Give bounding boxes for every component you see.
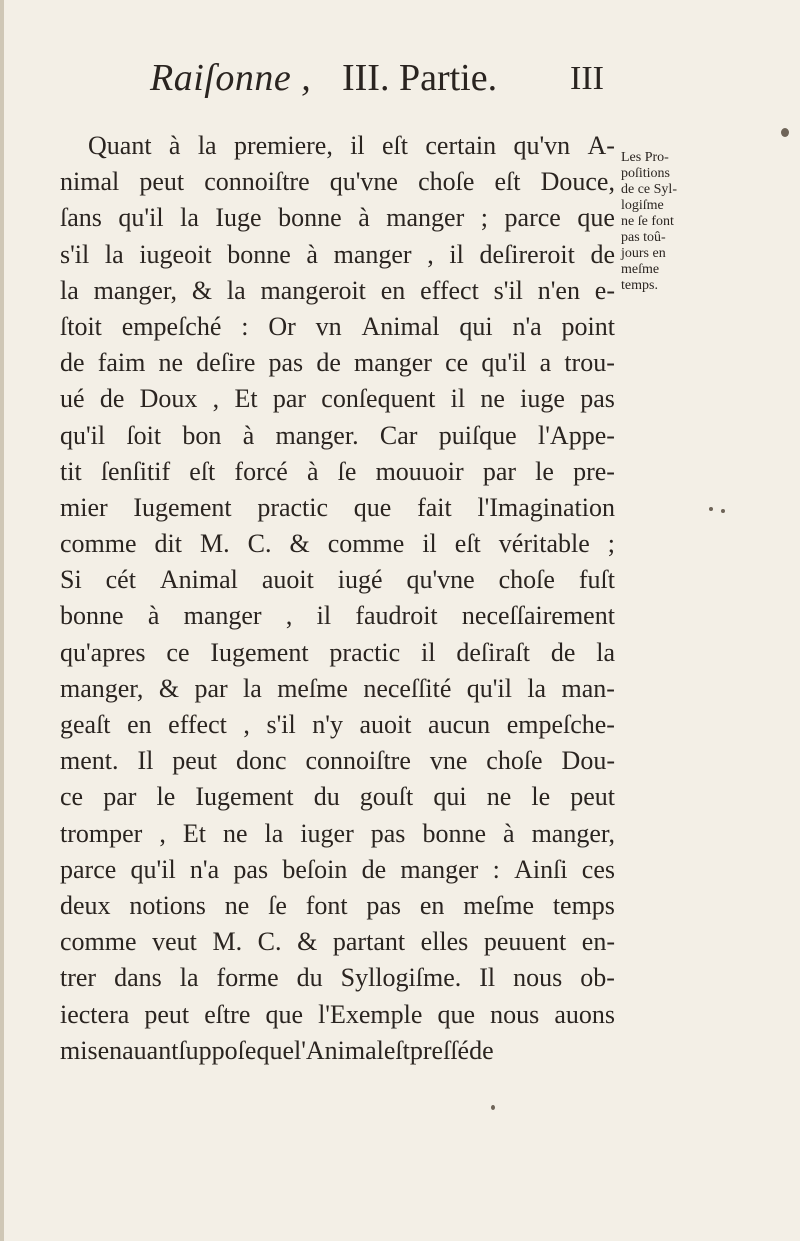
margin-note-line: pas toû- — [621, 230, 666, 245]
page-edge — [0, 0, 4, 1241]
text-line: geaſt en effect , s'il n'y auoit aucun empeſche- — [60, 710, 615, 739]
text-line: qu'il ſoit bon à manger. Car puiſque l'Appe- — [60, 420, 615, 450]
text-line: qu'apres ce Iugement practic il deſiraſt de la — [60, 637, 615, 667]
text-line: deux notions ne ſe font pas en meſme temps — [60, 890, 615, 920]
margin-note-line: de ce Syl- — [621, 182, 677, 197]
margin-note-line: ne ſe font — [621, 214, 674, 229]
ink-speck — [709, 507, 713, 511]
running-title: Raiſonne , — [150, 57, 312, 99]
text-line: tit ſenſitif eſt forcé à ſe mouuoir par le pre- — [60, 456, 615, 486]
ink-speck — [781, 128, 789, 137]
text-line: mier Iugement practic que fait l'Imagination — [60, 492, 615, 522]
text-line: s'il la iugeoit bonne à manger , il deſireroit de — [60, 239, 615, 269]
margin-note-line: meſme — [621, 262, 660, 277]
text-line: parce qu'il n'a pas beſoin de manger : Ainſi ces — [60, 854, 615, 884]
text-line: comme veut M. C. & partant elles peuuent en- — [60, 927, 615, 957]
ink-speck — [491, 1105, 495, 1110]
text-line: la manger, & la mangeroit en effect s'il n'en e- — [60, 275, 615, 305]
body-text — [60, 128, 615, 1069]
running-header — [0, 50, 800, 110]
text-line: tromper , Et ne la iuger pas bonne à manger, — [60, 818, 615, 848]
text-line: bonne à manger , il faudroit neceſſairement — [60, 601, 615, 631]
text-line: comme dit M. C. & comme il eſt véritable ; — [60, 529, 615, 559]
margin-note-line: poſitions — [621, 166, 671, 181]
margin-note-line: jours en — [621, 246, 666, 261]
text-line: de faim ne deſire pas de manger ce qu'il a trou- — [60, 348, 615, 378]
margin-note-line: Les Pro- — [621, 150, 669, 165]
text-line: mis en auant ſuppoſe que l'Animal eſt preſſé de — [60, 1035, 494, 1065]
page-number: III — [570, 60, 604, 97]
text-line: ſans qu'il la Iuge bonne à manger ; parce que — [60, 203, 615, 233]
margin-note — [621, 150, 701, 294]
text-line: trer dans la forme du Syllogiſme. Il nous ob- — [60, 963, 615, 993]
text-line: nimal peut connoiſtre qu'vne choſe eſt Douce, — [60, 167, 615, 197]
text-line: ué de Doux , Et par conſequent il ne iuge pas — [60, 384, 615, 414]
part-label: III. Partie. — [342, 57, 498, 99]
text-line: manger, & par la meſme neceſſité qu'il la man- — [60, 673, 615, 703]
text-line: Si cét Animal auoit iugé qu'vne choſe fuſt — [60, 565, 615, 595]
margin-note-line: logiſme — [621, 198, 664, 213]
margin-note-line: temps. — [621, 278, 658, 293]
ink-speck — [721, 509, 725, 513]
text-line: iectera peut eſtre que l'Exemple que nous auons — [60, 999, 615, 1029]
text-line: ment. Il peut donc connoiſtre vne choſe Dou- — [60, 746, 615, 776]
text-line: ſtoit empeſché : Or vn Animal qui n'a point — [60, 311, 615, 341]
text-line: Quant à la premiere, il eſt certain qu'vn A- — [88, 131, 615, 160]
text-line: ce par le Iugement du gouſt qui ne le peut — [60, 782, 615, 812]
